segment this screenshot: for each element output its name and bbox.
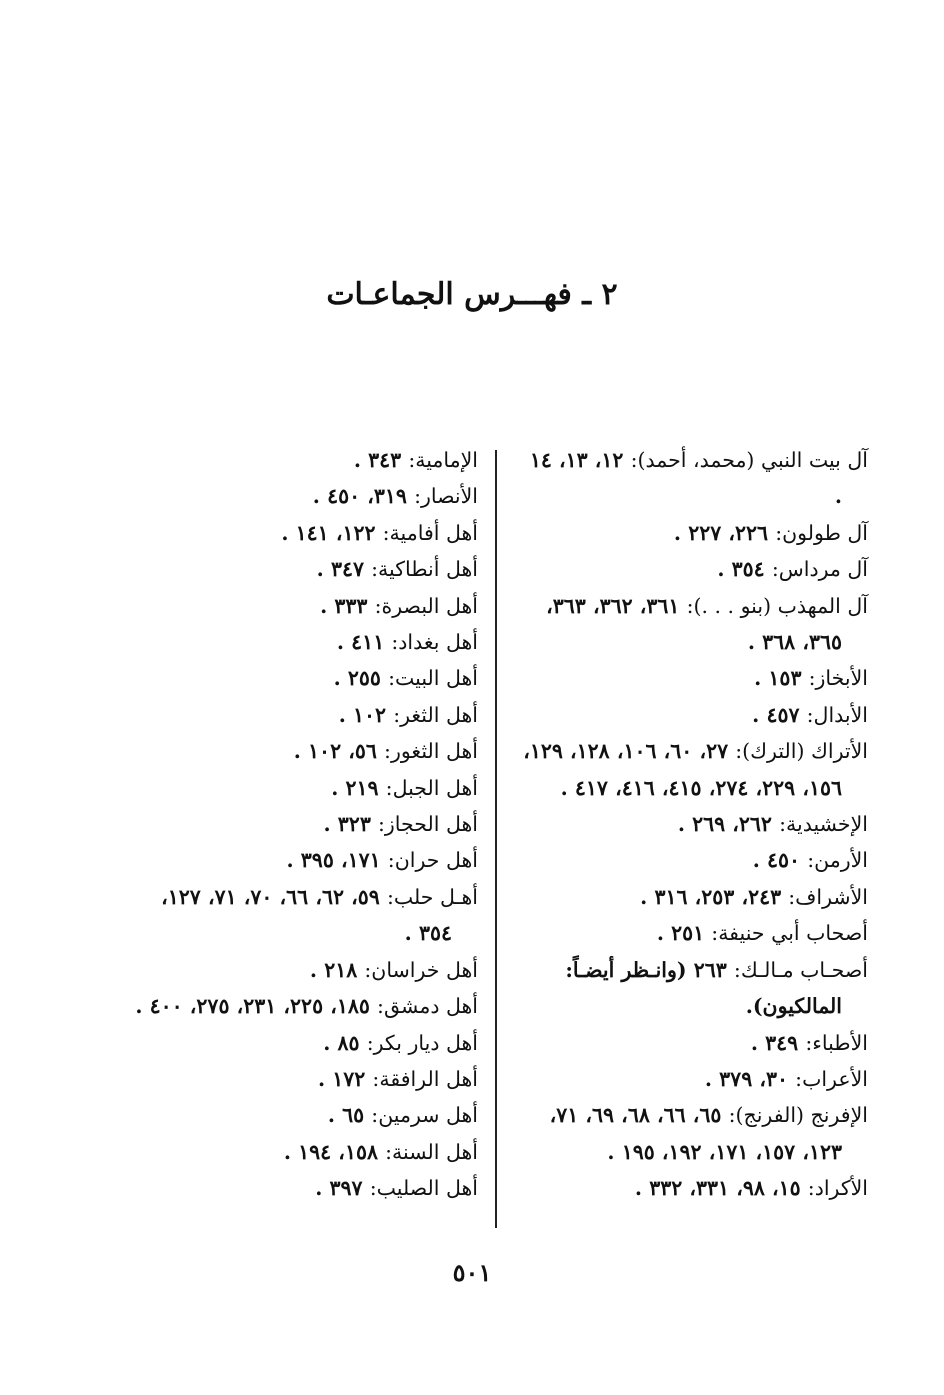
index-entry <box>126 442 478 478</box>
index-entry <box>126 1134 478 1170</box>
index-entry <box>126 624 478 660</box>
entry-name: أهل الثغر: <box>393 702 478 727</box>
entry-pages: ٣٥٤ . <box>717 557 765 582</box>
entry-name: أهل الصليب: <box>369 1176 478 1201</box>
entry-pages: ١٥٣ . <box>754 666 802 691</box>
index-entry <box>126 697 478 733</box>
entry-name: أهل خراسان: <box>364 957 478 982</box>
entry-pages: ٢٧، ٦٠، ١٠٦، ١٢٨، ١٢٩، ١٥٦، ٢٢٩، ٢٧٤، ٤١٥، ٤١٦، ٤١٧ . <box>523 739 842 800</box>
index-column-right <box>516 442 868 1207</box>
entry-pages: ٣٢٣ . <box>323 812 371 837</box>
entry-name: الأشراف: <box>788 884 868 909</box>
entry-name: آل مرداس: <box>771 557 868 582</box>
entry-pages: ١٥، ٩٨، ٣٣١، ٣٣٢ . <box>634 1176 801 1201</box>
entry-name: أهل الثغور: <box>384 739 478 764</box>
index-entry <box>516 733 868 806</box>
entry-pages: ٤٥٧ . <box>752 702 800 727</box>
index-entry <box>126 842 478 878</box>
entry-pages: ٦٥، ٦٦، ٦٨، ٦٩، ٧١، ١٢٣، ١٥٧، ١٧١، ١٩٢، ١٩٥ . <box>549 1103 842 1164</box>
entry-pages: ٢١٩ . <box>331 775 379 800</box>
page-title: ٢ ـ فهـــرس الجماعـات <box>326 277 618 312</box>
entry-pages: ٢٤٣، ٢٥٣، ٣١٦ . <box>640 884 782 909</box>
index-entry <box>516 952 868 1025</box>
index-entry <box>126 1170 478 1206</box>
index-entry <box>516 842 868 878</box>
entry-name: الأبخاز: <box>808 666 868 691</box>
index-entry <box>126 733 478 769</box>
entry-name: أهل البصرة: <box>374 593 478 618</box>
index-entry <box>126 515 478 551</box>
entry-name: الأنصار: <box>414 484 478 509</box>
index-entry <box>126 1061 478 1097</box>
entry-name: أهل الرافقة: <box>372 1066 478 1091</box>
entry-pages: ٢٢٦، ٢٢٧ . <box>673 520 769 545</box>
entry-pages: ١٨٥، ٢٢٥، ٢٣١، ٢٧٥، ٤٠٠ . <box>135 994 370 1019</box>
entry-pages: ٣٠، ٣٧٩ . <box>704 1066 789 1091</box>
page-number: ٥٠١ <box>452 1258 492 1287</box>
entry-pages: ١٧٢ . <box>317 1066 366 1091</box>
index-entry <box>126 660 478 696</box>
entry-name: أهل الجبل: <box>385 775 478 800</box>
index-entry <box>516 442 868 515</box>
entry-pages: ٣٤٣ . <box>353 448 402 472</box>
index-entry <box>516 806 868 842</box>
index-entry <box>126 551 478 587</box>
entry-name: آل طولون: <box>775 520 868 545</box>
entry-name: أهـل حلب: <box>386 884 478 909</box>
index-entry <box>126 770 478 806</box>
entry-name: الأرمن: <box>807 848 868 873</box>
index-entry <box>516 1025 868 1061</box>
entry-pages: ٢٦٣ (وانـظر أيضـاً: المالكيون). <box>565 957 842 1019</box>
entry-name: الأبدال: <box>806 702 868 727</box>
index-entry <box>126 588 478 624</box>
entry-name: الأطباء: <box>805 1030 868 1055</box>
entry-pages: ٤٥٠ . <box>752 848 801 873</box>
entry-pages: ١٢٢، ١٤١ . <box>281 520 376 545</box>
index-entry <box>516 588 868 661</box>
entry-name: أهل حران: <box>387 848 478 873</box>
entry-name: أهل دمشق: <box>377 994 478 1019</box>
entry-name: الإخشيدية: <box>779 812 868 837</box>
entry-pages: ١٥٨، ١٩٤ . <box>283 1139 378 1164</box>
entry-name: أهل السنة: <box>385 1139 478 1164</box>
entry-name: أهل أنطاكية: <box>371 557 478 582</box>
index-entry <box>516 879 868 915</box>
column-divider <box>495 450 497 1228</box>
index-entry <box>126 988 478 1024</box>
entry-name: آل المهذب (بنو . . .): <box>686 593 868 618</box>
entry-name: أهل أفامية: <box>382 520 478 545</box>
entry-pages: ٣٣٣ . <box>320 593 368 618</box>
index-entry <box>126 1025 478 1061</box>
index-entry <box>126 1097 478 1133</box>
entry-pages: ٤١١ . <box>336 630 385 655</box>
entry-pages: ١٠٢ . <box>338 702 387 727</box>
entry-pages: ٣١٩، ٤٥٠ . <box>312 484 407 509</box>
index-entry <box>516 1170 868 1206</box>
entry-pages: ٦٥ . <box>327 1103 365 1128</box>
index-entry <box>516 551 868 587</box>
index-entry <box>516 515 868 551</box>
entry-name: أهل الحجاز: <box>377 812 478 837</box>
entry-pages: ١٢، ١٣، ١٤ . <box>529 448 842 509</box>
entry-pages: ٨٥ . <box>323 1030 360 1055</box>
entry-name: الإفرنج (الفرنج): <box>728 1103 868 1128</box>
entry-name: آل بيت النبي (محمد، أحمد): <box>630 448 868 472</box>
index-entry <box>516 660 868 696</box>
index-entry <box>126 478 478 514</box>
index-entry <box>126 952 478 988</box>
entry-pages: ٢٥١ . <box>656 921 705 946</box>
entry-name: أهل ديار بكر: <box>366 1030 478 1055</box>
entry-pages: ٣٦١، ٣٦٢، ٣٦٣، ٣٦٥، ٣٦٨ . <box>546 593 842 655</box>
index-entry <box>126 806 478 842</box>
entry-name: الأعراب: <box>795 1066 868 1091</box>
index-entry <box>516 915 868 951</box>
index-column-left <box>126 442 478 1207</box>
entry-pages: ٢١٨ . <box>309 957 358 982</box>
entry-pages: ١٧١، ٣٩٥ . <box>286 848 381 873</box>
entry-pages: ٥٦، ١٠٢ . <box>293 739 377 764</box>
index-entry <box>516 1097 868 1170</box>
entry-name: أهل بغداد: <box>391 630 478 655</box>
entry-pages: ٣٤٧ . <box>316 557 364 582</box>
index-entry <box>516 1061 868 1097</box>
entry-name: أصحـاب مـالـك: <box>733 957 868 982</box>
entry-name: أهل البيت: <box>388 666 478 691</box>
entry-pages: ٥٩، ٦٢، ٦٦، ٧٠، ٧١، ١٢٧، ٣٥٤ . <box>161 884 452 946</box>
entry-name: أصحاب أبي حنيفة: <box>711 921 868 946</box>
entry-name: الإمامية: <box>408 448 478 472</box>
entry-pages: ٢٦٢، ٢٦٩ . <box>677 812 772 837</box>
entry-pages: ٢٥٥ . <box>333 666 381 691</box>
entry-name: الأكراد: <box>807 1176 868 1201</box>
entry-name: أهل سرمين: <box>371 1103 478 1128</box>
index-entry <box>126 879 478 952</box>
entry-pages: ٣٩٧ . <box>315 1176 363 1201</box>
entry-name: الأتراك (الترك): <box>735 739 868 764</box>
index-entry <box>516 697 868 733</box>
entry-pages: ٣٤٩ . <box>750 1030 799 1055</box>
